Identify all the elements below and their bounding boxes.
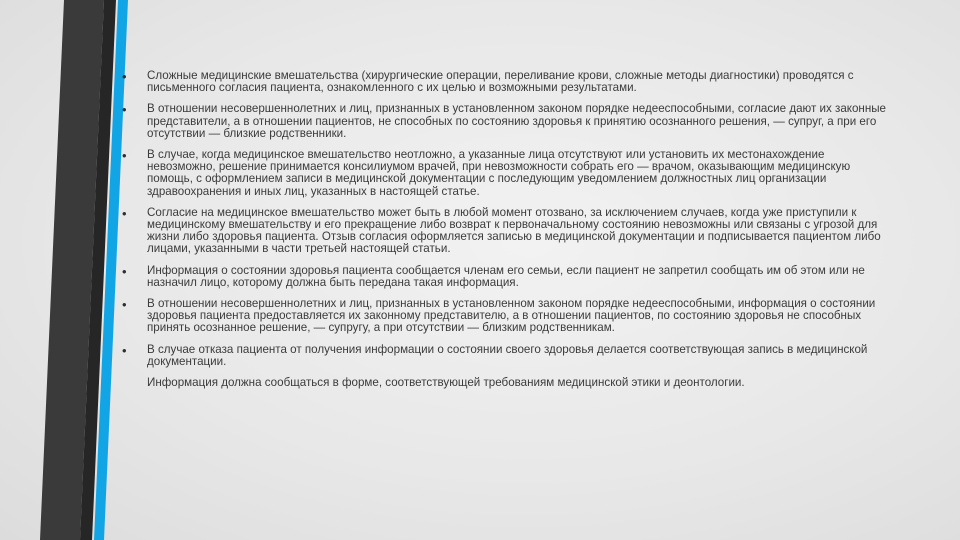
bullet-marker: •	[122, 148, 127, 164]
bullet-list	[122, 70, 892, 389]
decorative-stripes	[0, 0, 140, 540]
bullet-marker: •	[122, 69, 127, 84]
list-item	[122, 103, 892, 140]
list-item	[122, 149, 892, 198]
bullet-text: Согласие на медицинское вмешательство может быть в любой момент отозвано, за исключением случаев, когда уже приступили к медицинскому вмешательству и его прекращение либо возврат к первоначальному состоянию невозможны или связаны с угрозой для жизни либо здоровья пациента. Отзыв согласия оформляется записью в медицинской документации и подписывается пациентом либо лицами, указанными в части третьей настоящей статьи.	[147, 205, 881, 256]
bullet-marker	[122, 377, 147, 378]
bullet-text: Информация о состоянии здоровья пациента сообщается членам его семьи, если пациент не запретил сообщать им об этом или не назначил лицо, которому должна быть передана такая информация.	[147, 263, 865, 289]
bullet-marker: •	[122, 263, 127, 279]
bullet-marker: •	[122, 342, 127, 358]
bullet-text: В случае, когда медицинское вмешательство неотложно, а указанные лица отсутствуют или установить их местонахождение невозможно, решение принимается консилиумом врачей, при невозможности собрать его — врачом, оказывающим медицинскую помощь, с оформлением записи в медицинской документации с последующим уведомлением должностных лиц организации здравоохранения и иных лиц, указанных в настоящей статье.	[147, 148, 851, 198]
list-item	[122, 344, 892, 368]
list-item	[122, 207, 892, 256]
list-item	[122, 70, 892, 94]
bullet-text: Информация должна сообщаться в форме, соответствующей требованиям медицинской этики и деонтологии.	[147, 376, 745, 390]
list-item	[122, 298, 892, 335]
bullet-text: В отношении несовершеннолетних и лиц, признанных в установленном законом порядке недееспособными, согласие дают их законные представители, а в отношении пациентов, не способных по состоянию здоровья к принятию осознанного решения, — супруг, а при его отсутствии — близкие родственники.	[147, 102, 886, 140]
bullet-text: В отношении несовершеннолетних и лиц, признанных в установленном законом порядке недееспособными, информация о состоянии здоровья пациента предоставляется их законному представителю, а в отношении пациентов, по состоянию здоровья не способных принять осознанное решение, — супругу, а при отсутствии — близким родственникам.	[147, 297, 876, 335]
bullet-marker: •	[122, 297, 127, 313]
bullet-text: Сложные медицинские вмешательства (хирургические операции, переливание крови, сложные методы диагностики) проводятся с письменного согласия пациента, ознакомленного с их целью и возможными результатами.	[147, 69, 854, 95]
list-item	[122, 265, 892, 289]
bullet-text: В случае отказа пациента от получения информации о состоянии своего здоровья делается соответствующая запись в медицинской документации.	[147, 342, 868, 368]
bullet-marker: •	[122, 205, 127, 221]
bullet-marker: •	[122, 102, 127, 118]
list-item	[122, 377, 892, 389]
